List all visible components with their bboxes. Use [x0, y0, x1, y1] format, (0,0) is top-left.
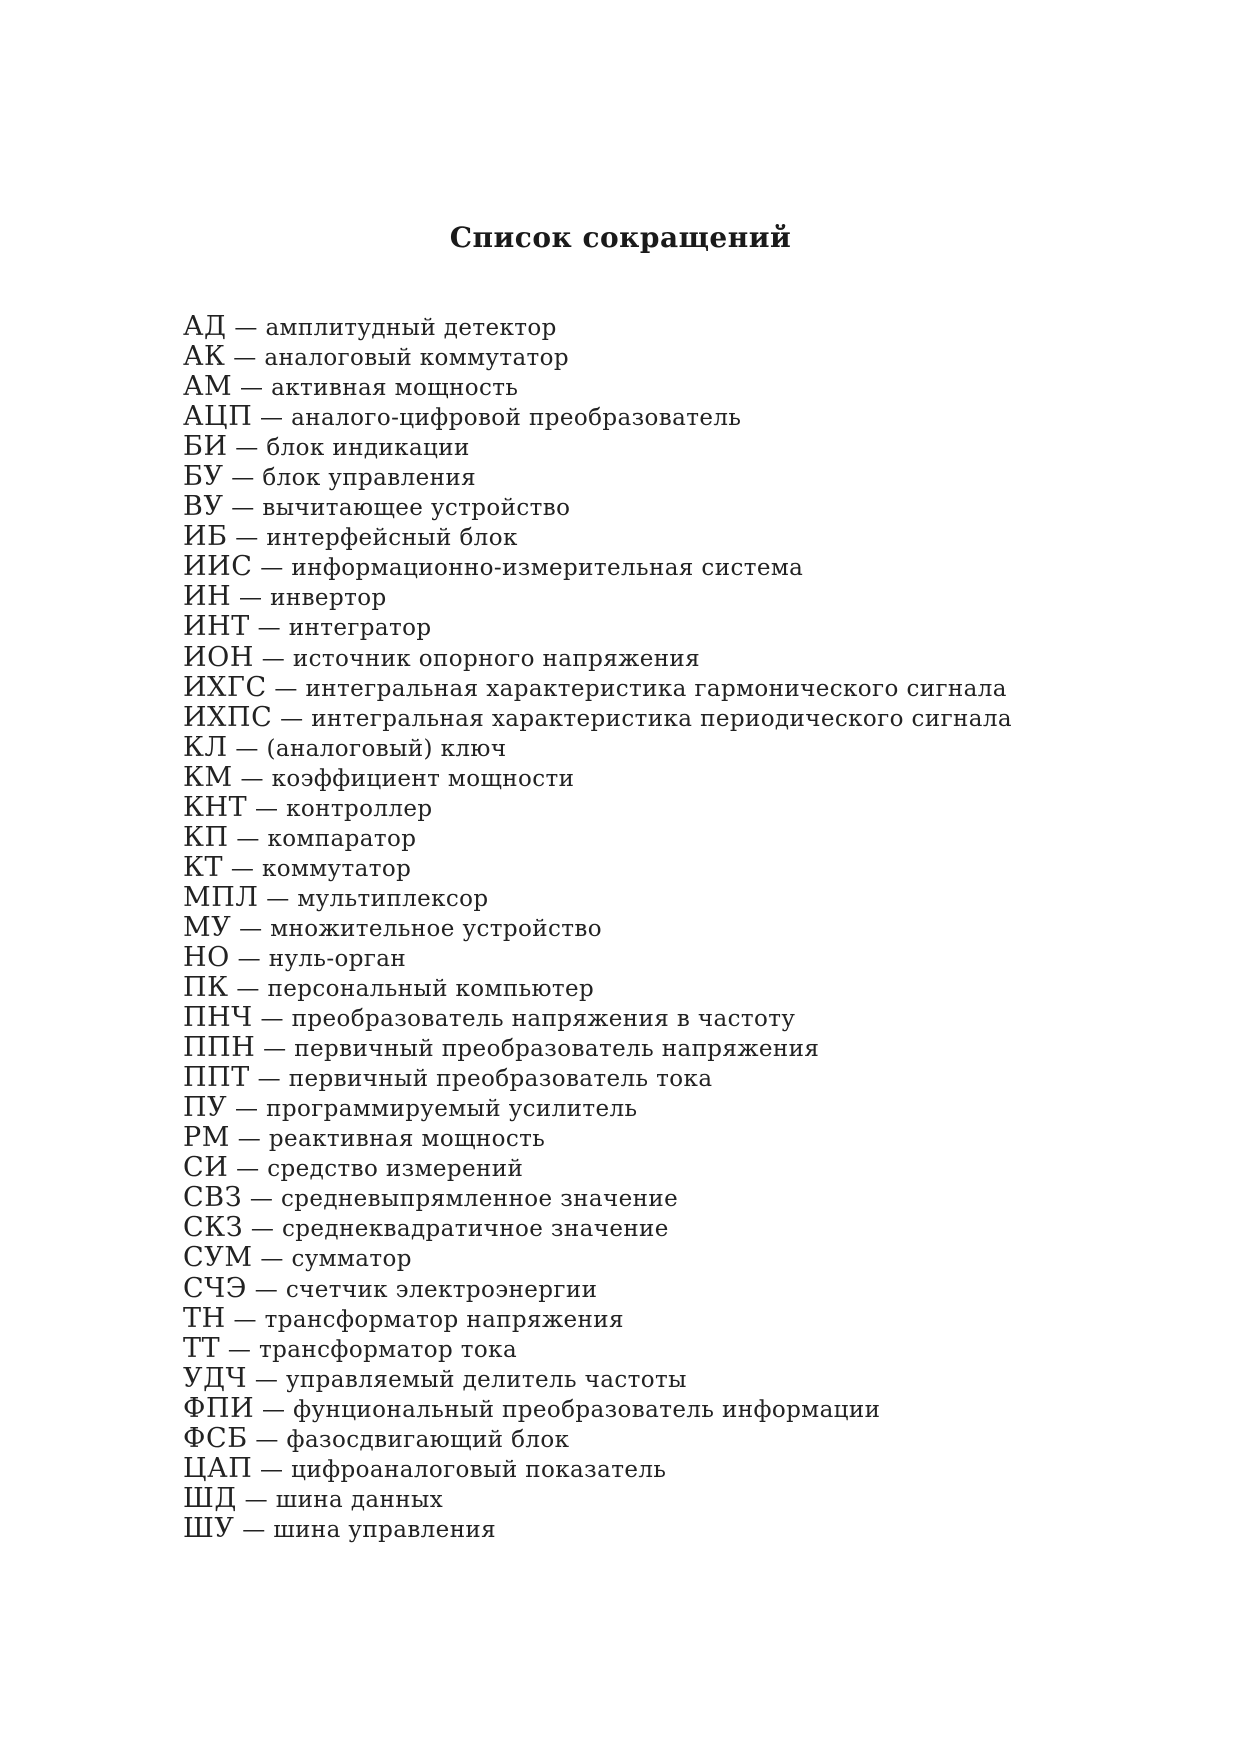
- definition: источник опорного напряжения: [292, 645, 701, 672]
- abbreviation: ПНЧ: [183, 1002, 253, 1034]
- separator: —: [252, 405, 292, 432]
- separator: —: [266, 675, 306, 702]
- list-item: [183, 1213, 1012, 1243]
- separator: —: [230, 1126, 269, 1153]
- abbreviation: ШУ: [183, 1512, 235, 1544]
- list-item: [183, 913, 1012, 943]
- list-item: [183, 1364, 1012, 1394]
- abbreviation: МПЛ: [183, 881, 259, 913]
- definition: аналого-цифровой преобразователь: [291, 405, 742, 432]
- definition: контроллер: [286, 795, 433, 822]
- list-item: [183, 1304, 1012, 1334]
- abbreviation: ИХГС: [183, 671, 267, 703]
- abbreviation: ТТ: [183, 1332, 221, 1364]
- separator: —: [258, 885, 298, 912]
- list-item: [183, 1243, 1012, 1273]
- abbreviation: КП: [183, 821, 229, 853]
- definition: компаратор: [267, 825, 417, 852]
- list-item: [183, 793, 1012, 823]
- abbreviation: МУ: [183, 911, 232, 943]
- list-item: [183, 1153, 1012, 1183]
- list-item: [183, 823, 1012, 853]
- list-item: [183, 733, 1012, 763]
- abbreviation: ЦАП: [183, 1452, 253, 1484]
- abbreviation: СУМ: [183, 1242, 253, 1274]
- abbreviation: БИ: [183, 431, 228, 463]
- abbreviation: РМ: [183, 1122, 231, 1154]
- definition: инвертор: [270, 585, 387, 612]
- definition: нуль-орган: [268, 945, 407, 972]
- separator: —: [232, 765, 272, 792]
- separator: —: [228, 976, 268, 1003]
- abbreviation: СКЗ: [183, 1212, 244, 1244]
- separator: —: [220, 1336, 260, 1363]
- abbreviation: ВУ: [183, 491, 224, 523]
- definition: средство измерений: [267, 1156, 524, 1183]
- list-item: [183, 492, 1012, 522]
- list-item: [183, 1514, 1012, 1544]
- separator: —: [229, 945, 269, 972]
- abbreviation: ИНТ: [183, 611, 250, 643]
- separator: —: [252, 555, 292, 582]
- list-item: [183, 1454, 1012, 1484]
- abbreviation: ИБ: [183, 521, 228, 553]
- separator: —: [223, 855, 262, 882]
- separator: —: [252, 1456, 292, 1483]
- separator: —: [227, 525, 267, 552]
- definition: блок индикации: [266, 435, 470, 462]
- definition: реактивная мощность: [268, 1126, 546, 1153]
- abbreviation: АК: [183, 341, 226, 373]
- separator: —: [225, 1306, 265, 1333]
- separator: —: [231, 915, 271, 942]
- list-item: [183, 552, 1012, 582]
- definition: коэффициент мощности: [271, 765, 575, 792]
- definition: среднеквадратичное значение: [282, 1216, 669, 1243]
- definition: шина данных: [275, 1486, 444, 1513]
- list-item: [183, 1394, 1012, 1424]
- list-item: [183, 1063, 1012, 1093]
- definition: программируемый усилитель: [266, 1096, 638, 1123]
- abbreviation: БУ: [183, 461, 224, 493]
- separator: —: [252, 1246, 292, 1273]
- separator: —: [236, 1486, 276, 1513]
- definition: аналоговый коммутатор: [264, 345, 570, 372]
- abbreviation: ФСБ: [183, 1422, 248, 1454]
- separator: —: [247, 1366, 286, 1393]
- separator: —: [226, 315, 266, 341]
- separator: —: [249, 615, 289, 642]
- abbreviation: ПУ: [183, 1092, 228, 1124]
- definition: цифроаналоговый показатель: [291, 1456, 667, 1483]
- list-item: [183, 522, 1012, 552]
- definition: информационно-измерительная система: [291, 555, 804, 582]
- abbreviation: ИХПС: [183, 701, 273, 733]
- separator: —: [254, 645, 293, 672]
- separator: —: [242, 1186, 281, 1213]
- definition: счетчик электроэнергии: [285, 1276, 598, 1303]
- abbreviation: НО: [183, 941, 230, 973]
- separator: —: [249, 1066, 289, 1093]
- abbreviation: СИ: [183, 1152, 229, 1184]
- abbreviation: КНТ: [183, 791, 248, 823]
- separator: —: [272, 705, 312, 732]
- separator: —: [223, 495, 263, 522]
- definition: фунциональный преобразователь информации: [293, 1396, 881, 1423]
- list-item: [183, 582, 1012, 612]
- abbreviation: ППН: [183, 1032, 256, 1064]
- separator: —: [247, 1276, 286, 1303]
- separator: —: [247, 795, 287, 822]
- list-item: [183, 703, 1012, 733]
- definition: вычитающее устройство: [262, 495, 571, 522]
- list-item: [183, 643, 1012, 673]
- list-item: [183, 312, 1012, 342]
- abbreviation: СВЗ: [183, 1182, 243, 1214]
- definition: преобразователь напряжения в частоту: [291, 1006, 796, 1033]
- definition: множительное устройство: [270, 915, 602, 942]
- definition: активная мощность: [271, 375, 519, 402]
- separator: —: [228, 1156, 268, 1183]
- abbreviation: АМ: [183, 371, 233, 403]
- definition: интегратор: [288, 615, 432, 642]
- list-item: [183, 1334, 1012, 1364]
- list-item: [183, 883, 1012, 913]
- definition: интегральная характеристика периодического сигнала: [311, 705, 1012, 732]
- definition: управляемый делитель частоты: [285, 1366, 687, 1393]
- definition: коммутатор: [261, 855, 412, 882]
- definition: сумматор: [291, 1246, 412, 1273]
- abbreviation: АЦП: [183, 401, 253, 433]
- list-item: [183, 432, 1012, 462]
- list-item: [183, 1003, 1012, 1033]
- list-item: [183, 673, 1012, 703]
- separator: —: [227, 735, 267, 762]
- list-item: [183, 1183, 1012, 1213]
- abbreviation: ИОН: [183, 641, 255, 673]
- list-item: [183, 1424, 1012, 1454]
- separator: —: [227, 435, 267, 462]
- definition: персональный компьютер: [267, 976, 595, 1003]
- definition: интегральная характеристика гармонического сигнала: [305, 675, 1007, 702]
- separator: —: [223, 465, 263, 492]
- abbreviation: ФПИ: [183, 1392, 255, 1424]
- definition: средневыпрямленное значение: [280, 1186, 679, 1213]
- list-item: [183, 1484, 1012, 1514]
- abbreviation: ИИС: [183, 551, 253, 583]
- separator: —: [227, 1096, 267, 1123]
- list-item: [183, 1123, 1012, 1153]
- separator: —: [232, 375, 272, 402]
- abbreviation: ТН: [183, 1302, 226, 1334]
- definition: первичный преобразователь тока: [288, 1066, 713, 1093]
- list-item: [183, 1033, 1012, 1063]
- list-item: [183, 943, 1012, 973]
- definition: амплитудный детектор: [265, 315, 557, 341]
- abbreviation-list: [183, 312, 1012, 1544]
- definition: шина управления: [273, 1516, 497, 1543]
- list-item: [183, 853, 1012, 883]
- definition: интерфейсный блок: [266, 525, 518, 552]
- separator: —: [228, 825, 268, 852]
- separator: —: [254, 1396, 294, 1423]
- list-item: [183, 1093, 1012, 1123]
- definition: фазосдвигающий блок: [286, 1426, 570, 1453]
- separator: —: [243, 1216, 283, 1243]
- abbreviation: КЛ: [183, 731, 228, 763]
- abbreviation: АД: [183, 311, 227, 342]
- abbreviation: СЧЭ: [183, 1272, 247, 1304]
- list-item: [183, 462, 1012, 492]
- list-item: [183, 342, 1012, 372]
- abbreviation: ППТ: [183, 1062, 250, 1094]
- separator: —: [255, 1036, 295, 1063]
- definition: (аналоговый) ключ: [266, 735, 507, 762]
- abbreviation: УДЧ: [183, 1362, 248, 1394]
- separator: —: [252, 1006, 292, 1033]
- definition: мультиплексор: [297, 885, 489, 912]
- abbreviation: ШД: [183, 1482, 237, 1514]
- page-title: Список сокращений: [449, 221, 792, 254]
- separator: —: [225, 345, 265, 372]
- list-item: [183, 612, 1012, 642]
- list-item: [183, 372, 1012, 402]
- list-item: [183, 763, 1012, 793]
- abbreviation: КМ: [183, 761, 233, 793]
- abbreviation: ИН: [183, 581, 232, 613]
- definition: трансформатор тока: [259, 1336, 518, 1363]
- definition: трансформатор напряжения: [264, 1306, 624, 1333]
- definition: первичный преобразователь напряжения: [294, 1036, 820, 1063]
- list-item: [183, 1274, 1012, 1304]
- separator: —: [247, 1426, 287, 1453]
- separator: —: [231, 585, 271, 612]
- separator: —: [234, 1516, 274, 1543]
- definition: блок управления: [262, 465, 477, 492]
- abbreviation: КТ: [183, 851, 224, 883]
- abbreviation: ПК: [183, 972, 229, 1004]
- list-item: [183, 973, 1012, 1003]
- list-item: [183, 402, 1012, 432]
